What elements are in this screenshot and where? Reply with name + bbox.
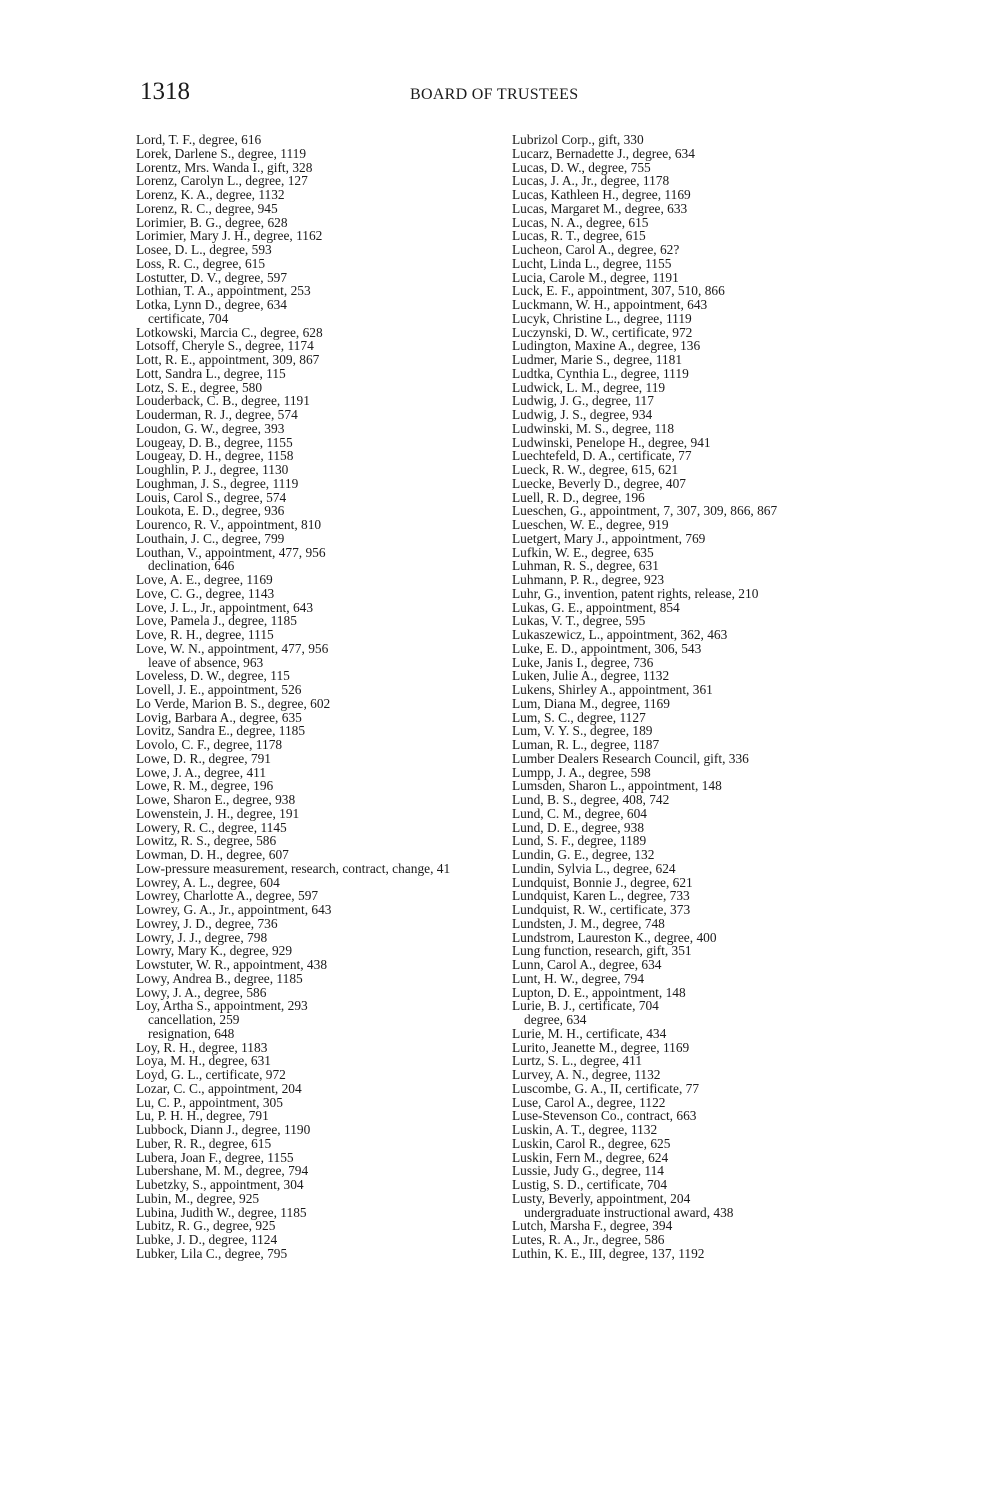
index-entry: Lundquist, Karen L., degree, 733 <box>512 888 690 904</box>
index-entry: Lukas, V. T., degree, 595 <box>512 613 646 629</box>
index-entry: Lubrizol Corp., gift, 330 <box>512 132 644 147</box>
index-entry: Lucyk, Christine L., degree, 1119 <box>512 310 692 326</box>
index-entry: Luskin, A. T., degree, 1132 <box>512 1122 658 1137</box>
index-entry: Loveless, D. W., degree, 115 <box>136 668 290 684</box>
index-entry: Lostutter, D. V., degree, 597 <box>136 269 288 285</box>
index-entry: Luhman, R. S., degree, 631 <box>512 558 659 574</box>
index-entry: Louthain, J. C., degree, 799 <box>136 530 285 546</box>
index-entry: Lurvey, A. N., degree, 1132 <box>512 1067 661 1082</box>
index-entry: Lowrey, J. D., degree, 736 <box>136 915 278 931</box>
index-entry: Lovig, Barbara A., degree, 635 <box>136 709 302 725</box>
index-column-left <box>136 133 491 1261</box>
index-entry: Lubershane, M. M., degree, 794 <box>136 1163 309 1179</box>
index-entry: Lum, V. Y. S., degree, 189 <box>512 723 653 739</box>
index-entry: Lorenz, R. C., degree, 945 <box>136 200 278 216</box>
index-entry: Lozar, C. C., appointment, 204 <box>136 1080 302 1096</box>
index-entry: Lo Verde, Marion B. S., degree, 602 <box>136 695 331 711</box>
index-entry: Lurie, M. H., certificate, 434 <box>512 1025 667 1041</box>
index-entry: Lucas, Kathleen H., degree, 1169 <box>512 187 691 202</box>
index-entry: Lovolo, C. F., degree, 1178 <box>136 737 283 752</box>
index-entry: Lung function, research, gift, 351 <box>512 943 692 959</box>
index-entry: Lumpp, J. A., degree, 598 <box>512 764 651 780</box>
index-entry: Lowe, J. A., degree, 411 <box>136 764 267 780</box>
index-entry: Lusty, Beverly, appointment, 204 <box>512 1190 691 1206</box>
index-entry: Luetgert, Mary J., appointment, 769 <box>512 530 706 546</box>
index-entry: undergraduate instructional award, 438 <box>524 1204 734 1220</box>
index-entry: Lowe, R. M., degree, 196 <box>136 778 274 794</box>
index-entry: Lurito, Jeanette M., degree, 1169 <box>512 1039 690 1055</box>
index-entry: Lowman, D. H., degree, 607 <box>136 847 289 862</box>
index-entry: Lund, D. E., degree, 938 <box>512 819 645 835</box>
index-entry: leave of absence, 963 <box>148 654 264 670</box>
index-entry: Lourenco, R. V., appointment, 810 <box>136 517 322 532</box>
index-entry: Lundquist, Bonnie J., degree, 621 <box>512 874 693 890</box>
index-entry: Lundin, G. E., degree, 132 <box>512 847 655 862</box>
index-entry: Lorenz, K. A., degree, 1132 <box>136 187 285 202</box>
index-entry: Luse-Stevenson Co., contract, 663 <box>512 1108 697 1124</box>
index-entry: Ludmer, Marie S., degree, 1181 <box>512 352 683 367</box>
index-entry: Lowrey, G. A., Jr., appointment, 643 <box>136 902 332 917</box>
index-entry: Louderback, C. B., degree, 1191 <box>136 393 310 409</box>
index-entry: Lueck, R. W., degree, 615, 621 <box>512 462 679 477</box>
index-entry: Lundstrom, Laureston K., degree, 400 <box>512 929 717 945</box>
index-entry: Luman, R. L., degree, 1187 <box>512 737 660 752</box>
index-entry: certificate, 704 <box>148 310 229 326</box>
index-entry: Lum, S. C., degree, 1127 <box>512 709 646 725</box>
index-entry: Ludwig, J. S., degree, 934 <box>512 407 653 422</box>
index-entry: Luke, E. D., appointment, 306, 543 <box>512 640 702 656</box>
index-entry: Ludwig, J. G., degree, 117 <box>512 393 654 409</box>
index-entry: Lucas, Margaret M., degree, 633 <box>512 200 688 216</box>
index-entry: Lurtz, S. L., degree, 411 <box>512 1053 643 1069</box>
index-entry: degree, 634 <box>524 1012 587 1027</box>
index-entry: Luse, Carol A., degree, 1122 <box>512 1094 666 1110</box>
index-entry: Lukens, Shirley A., appointment, 361 <box>512 682 713 697</box>
index-entry: Lucia, Carole M., degree, 1191 <box>512 269 679 285</box>
index-entry: Lowry, J. J., degree, 798 <box>136 929 268 945</box>
index-entry: Lutch, Marsha F., degree, 394 <box>512 1218 673 1234</box>
index-entry: Lowrey, Charlotte A., degree, 597 <box>136 888 319 904</box>
index-entry: Lubbock, Diann J., degree, 1190 <box>136 1122 311 1137</box>
index-entry: Lowy, Andrea B., degree, 1185 <box>136 970 303 986</box>
index-entry: Ludwick, L. M., degree, 119 <box>512 379 666 395</box>
index-entry: Lund, S. F., degree, 1189 <box>512 833 647 849</box>
index-entry: Lunt, H. W., degree, 794 <box>512 970 645 986</box>
index-entry: Lubker, Lila C., degree, 795 <box>136 1245 288 1261</box>
index-entry: Love, Pamela J., degree, 1185 <box>136 613 297 629</box>
index-entry: Losee, D. L., degree, 593 <box>136 242 272 257</box>
index-entry: Loy, Artha S., appointment, 293 <box>136 998 308 1014</box>
index-entry: Lukas, G. E., appointment, 854 <box>512 599 680 615</box>
index-entry: Luskin, Fern M., degree, 624 <box>512 1149 669 1165</box>
index-entry: Lurie, B. J., certificate, 704 <box>512 998 659 1014</box>
index-entry: Lueschen, G., appointment, 7, 307, 309, 866, 867 <box>512 503 778 519</box>
index-entry: Lukaszewicz, L., appointment, 362, 463 <box>512 627 728 642</box>
index-entry: Lorentz, Mrs. Wanda I., gift, 328 <box>136 159 313 175</box>
index-entry: Lubin, M., degree, 925 <box>136 1190 260 1206</box>
index-entry: Loughlin, P. J., degree, 1130 <box>136 462 289 477</box>
index-entry: Loyd, G. L., certificate, 972 <box>136 1067 286 1082</box>
index-entry: Low-pressure measurement, research, contract, change, 41 <box>136 860 451 876</box>
index-entry: Lowy, J. A., degree, 586 <box>136 984 267 1000</box>
running-head: BOARD OF TRUSTEES <box>410 86 579 103</box>
index-entry: Louthan, V., appointment, 477, 956 <box>136 544 326 560</box>
index-entry: Lovell, J. E., appointment, 526 <box>136 682 302 697</box>
index-entry: resignation, 648 <box>148 1025 235 1041</box>
index-entry: Lucas, D. W., degree, 755 <box>512 159 651 175</box>
index-entry: Loudon, G. W., degree, 393 <box>136 420 285 436</box>
index-entry: Love, W. N., appointment, 477, 956 <box>136 640 329 656</box>
index-entry: Luhr, G., invention, patent rights, release, 210 <box>512 585 759 601</box>
index-entry: Love, J. L., Jr., appointment, 643 <box>136 599 314 615</box>
index-entry: Ludington, Maxine A., degree, 136 <box>512 338 701 354</box>
index-entry: Luscombe, G. A., II, certificate, 77 <box>512 1080 700 1096</box>
index-entry: Lott, R. E., appointment, 309, 867 <box>136 352 320 367</box>
index-entry: Lowrey, A. L., degree, 604 <box>136 874 280 890</box>
index-column-right <box>512 133 867 1261</box>
index-entry: Lundin, Sylvia L., degree, 624 <box>512 860 676 876</box>
index-entry: Lowitz, R. S., degree, 586 <box>136 833 277 849</box>
index-entry: Lovitz, Sandra E., degree, 1185 <box>136 723 306 739</box>
index-entry: Loughman, J. S., degree, 1119 <box>136 475 299 491</box>
index-entry: Louis, Carol S., degree, 574 <box>136 489 287 505</box>
index-entry: Luken, Julie A., degree, 1132 <box>512 668 670 684</box>
index-entry: Loya, M. H., degree, 631 <box>136 1053 271 1069</box>
index-entry: Lotkowski, Marcia C., degree, 628 <box>136 324 323 340</box>
index-entry: Lutes, R. A., Jr., degree, 586 <box>512 1232 665 1247</box>
index-entry: Ludtka, Cynthia L., degree, 1119 <box>512 365 689 381</box>
page-number: 1318 <box>140 78 190 105</box>
index-entry: Lufkin, W. E., degree, 635 <box>512 544 654 560</box>
index-entry: Lubera, Joan F., degree, 1155 <box>136 1149 294 1165</box>
index-entry: Lucarz, Bernadette J., degree, 634 <box>512 145 695 161</box>
index-entry: Luecke, Beverly D., degree, 407 <box>512 475 687 491</box>
index-entry: Lumsden, Sharon L., appointment, 148 <box>512 778 722 794</box>
index-entry: Louderman, R. J., degree, 574 <box>136 407 298 422</box>
index-entry: Ludwinski, Penelope H., degree, 941 <box>512 434 711 450</box>
index-entry: Lowstuter, W. R., appointment, 438 <box>136 957 328 972</box>
index-entry: Lowenstein, J. H., degree, 191 <box>136 805 300 821</box>
index-entry: Lougeay, D. B., degree, 1155 <box>136 434 293 450</box>
index-entry: Lund, B. S., degree, 408, 742 <box>512 792 670 807</box>
index-entry: Lorimier, Mary J. H., degree, 1162 <box>136 228 323 244</box>
index-entry: Lucas, R. T., degree, 615 <box>512 228 646 244</box>
index-entry: Lu, P. H. H., degree, 791 <box>136 1108 269 1124</box>
index-entry: Luell, R. D., degree, 196 <box>512 489 645 505</box>
index-entry: Lueschen, W. E., degree, 919 <box>512 517 669 532</box>
index-entry: Lunn, Carol A., degree, 634 <box>512 957 662 972</box>
index-entry: Luber, R. R., degree, 615 <box>136 1135 272 1151</box>
index-entry: Lu, C. P., appointment, 305 <box>136 1094 283 1110</box>
index-entry: Luhmann, P. R., degree, 923 <box>512 572 665 587</box>
index-entry: Lougeay, D. H., degree, 1158 <box>136 448 294 464</box>
index-entry: Loukota, E. D., degree, 936 <box>136 503 285 519</box>
index-entry: cancellation, 259 <box>148 1012 240 1027</box>
index-entry: Lucas, N. A., degree, 615 <box>512 214 649 230</box>
index-entry: Lott, Sandra L., degree, 115 <box>136 365 286 381</box>
index-entry: Love, C. G., degree, 1143 <box>136 585 275 601</box>
index-entry: Love, A. E., degree, 1169 <box>136 572 273 587</box>
index-entry: Luskin, Carol R., degree, 625 <box>512 1135 671 1151</box>
index-entry: Lowe, D. R., degree, 791 <box>136 750 271 766</box>
index-entry: Luechtefeld, D. A., certificate, 77 <box>512 448 692 464</box>
index-entry: Love, R. H., degree, 1115 <box>136 627 274 642</box>
index-entry: Luck, E. F., appointment, 307, 510, 866 <box>512 283 725 299</box>
index-entry: Lotz, S. E., degree, 580 <box>136 379 263 395</box>
index-entry: Lord, T. F., degree, 616 <box>136 132 262 147</box>
index-entry: Lubke, J. D., degree, 1124 <box>136 1232 278 1247</box>
index-entry: Lowe, Sharon E., degree, 938 <box>136 792 296 807</box>
index-entry: Lothian, T. A., appointment, 253 <box>136 283 311 299</box>
index-entry: Lorek, Darlene S., degree, 1119 <box>136 145 307 161</box>
index-entry: Lorenz, Carolyn L., degree, 127 <box>136 173 308 189</box>
index-entry: Lucheon, Carol A., degree, 62? <box>512 242 680 257</box>
index-entry: Ludwinski, M. S., degree, 118 <box>512 420 675 436</box>
index-entry: Lundquist, R. W., certificate, 373 <box>512 902 691 917</box>
index-entry: Lorimier, B. G., degree, 628 <box>136 214 288 230</box>
index-entry: Lumber Dealers Research Council, gift, 336 <box>512 750 749 766</box>
index-entry: Loy, R. H., degree, 1183 <box>136 1039 268 1055</box>
index-entry: Lussie, Judy G., degree, 114 <box>512 1163 664 1179</box>
index-entry: Lustig, S. D., certificate, 704 <box>512 1177 668 1192</box>
index-entry: Lowery, R. C., degree, 1145 <box>136 819 287 835</box>
index-entry: Lotsoff, Cheryle S., degree, 1174 <box>136 338 314 354</box>
index-entry: Loss, R. C., degree, 615 <box>136 255 266 271</box>
index-entry: Lucht, Linda L., degree, 1155 <box>512 255 672 271</box>
index-entry: Lund, C. M., degree, 604 <box>512 805 647 821</box>
index-entry: Luthin, K. E., III, degree, 137, 1192 <box>512 1245 705 1261</box>
index-entry: Luckmann, W. H., appointment, 643 <box>512 297 708 312</box>
index-entry: Lotka, Lynn D., degree, 634 <box>136 297 287 312</box>
index-entry: Lum, Diana M., degree, 1169 <box>512 695 670 711</box>
index-entry: Luke, Janis I., degree, 736 <box>512 654 654 670</box>
index-entry: Luczynski, D. W., certificate, 972 <box>512 324 693 340</box>
index-entry: Lundsten, J. M., degree, 748 <box>512 915 665 931</box>
index-entry: Lucas, J. A., Jr., degree, 1178 <box>512 173 670 189</box>
index-entry: Lubina, Judith W., degree, 1185 <box>136 1204 307 1220</box>
index-entry: Lowry, Mary K., degree, 929 <box>136 943 293 959</box>
index-entry: Lubitz, R. G., degree, 925 <box>136 1218 276 1234</box>
index-entry: Lubetzky, S., appointment, 304 <box>136 1177 304 1192</box>
index-entry: declination, 646 <box>148 558 235 574</box>
index-entry: Lupton, D. E., appointment, 148 <box>512 984 686 1000</box>
